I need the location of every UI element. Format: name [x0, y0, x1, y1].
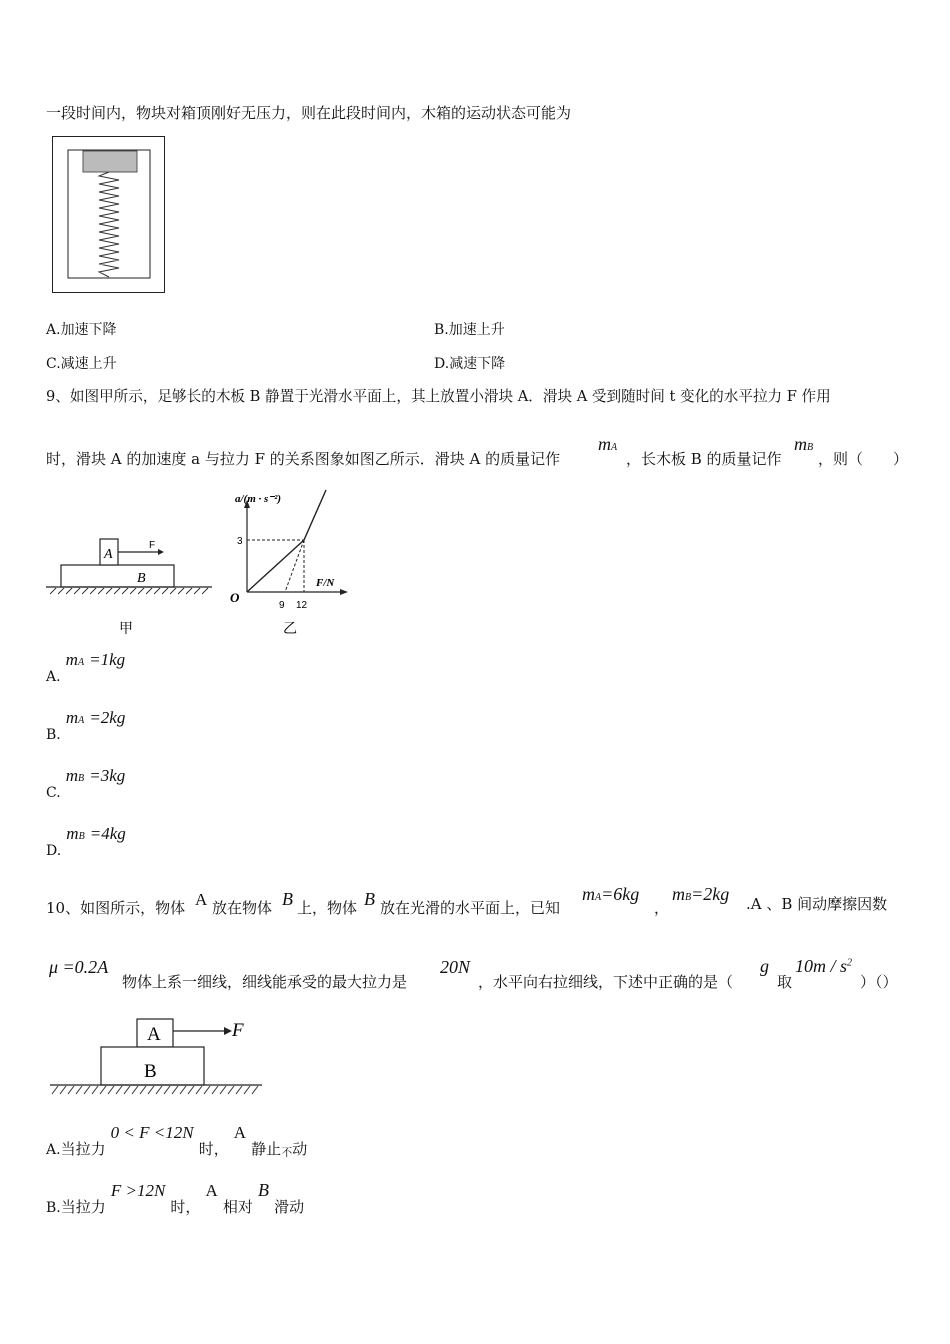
q10-object-a: A — [195, 890, 208, 909]
q10-stem-part8: ）（） — [860, 973, 898, 991]
q10-stem-part6: 物体上系一细线，细线能承受的最大拉力是 — [122, 973, 408, 991]
q10-stem-part4: 放在光滑的水平面上，已知 — [380, 899, 561, 917]
jia-block-b-label: B — [137, 571, 146, 586]
q10-g: g — [760, 956, 769, 976]
q10-mass-b: mB=2kg — [672, 884, 730, 904]
q9-mass-b-symbol: mB — [794, 434, 814, 454]
q10-figure — [48, 1012, 268, 1100]
q10-g-value: $10m / s^2$ — [795, 956, 853, 976]
q9-option-b[interactable]: B. mA =2kg — [46, 708, 126, 743]
spring-box-figure — [52, 136, 166, 294]
yi-x-tick-9: 9 — [279, 600, 285, 611]
q10-comma: ， — [654, 899, 670, 917]
q9-stem-line2a: 时，滑块 A 的加速度 a 与拉力 F 的关系图象如图乙所示．滑块 A 的质量记作 — [46, 450, 561, 468]
q9-stem-line2b: ，长木板 B 的质量记作 — [626, 450, 782, 468]
q10-option-b[interactable]: B.当拉力 F >12N 时， A 相对 B 滑动 — [46, 1180, 305, 1216]
q10-stem-part1: 10、如图所示，物体 — [46, 899, 186, 917]
q10-mass-a: mA=6kg — [582, 884, 640, 904]
yi-x-axis-label: F/N — [316, 577, 335, 589]
jia-block-a-label: A — [104, 547, 113, 562]
q8-option-a[interactable]: A.加速下降 — [46, 322, 117, 338]
q10-take: 取 — [777, 973, 793, 991]
q10-stem-part7: ，水平向右拉细线，下述中正确的是（ — [478, 973, 734, 991]
q9-mass-a-symbol: mA — [598, 434, 618, 454]
q10-fig-force-label: F — [232, 1020, 244, 1041]
yi-y-tick-3: 3 — [237, 536, 243, 547]
q10-option-a[interactable]: A.当拉力 0 < F <12N 时， A 静止$_不$动 — [46, 1123, 308, 1159]
q9-figure-yi — [226, 486, 354, 638]
q9-option-d[interactable]: D. mB =4kg — [46, 824, 126, 859]
yi-caption: 乙 — [283, 621, 297, 637]
q10-stem-part2: 放在物体 — [212, 899, 273, 917]
q10-fig-block-a-label: A — [147, 1024, 161, 1045]
q10-mu: μ =0.2A — [49, 957, 109, 977]
q10-max-tension: 20N — [440, 957, 471, 977]
q9-stem-line1: 9、如图甲所示，足够长的木板 B 静置于光滑水平面上，其上放置小滑块 A．滑块 A 受到随时间 t 变化的水平拉力 F 作用 — [46, 388, 831, 405]
q9-option-c[interactable]: C. mB =3kg — [46, 766, 126, 801]
q9-figure-jia — [44, 534, 216, 638]
q10-fig-block-b-label: B — [144, 1061, 157, 1082]
yi-x-tick-12: 12 — [296, 600, 308, 611]
q10-object-b-2: B — [364, 889, 375, 909]
q10-stem-part5: .A 、B 间动摩擦因数 — [746, 895, 888, 913]
jia-caption: 甲 — [119, 621, 133, 637]
q8-option-b[interactable]: B.加速上升 — [434, 322, 505, 338]
q8-option-c[interactable]: C.减速上升 — [46, 356, 117, 372]
yi-y-axis-label: a/(m · s⁻²) — [235, 493, 282, 505]
q8-option-d[interactable]: D.减速下降 — [434, 356, 506, 372]
jia-force-label: F — [149, 540, 156, 551]
q8-stem: 一段时间内，物块对箱顶刚好无压力，则在此段时间内，木箱的运动状态可能为 — [46, 104, 572, 122]
q9-stem-line2c: ，则（ ） — [818, 450, 909, 468]
q10-stem-part3: 上，物体 — [297, 899, 358, 917]
yi-origin-label: O — [230, 590, 240, 605]
q9-option-a[interactable]: A. mA =1kg — [46, 650, 126, 685]
q10-object-b: B — [282, 889, 293, 909]
